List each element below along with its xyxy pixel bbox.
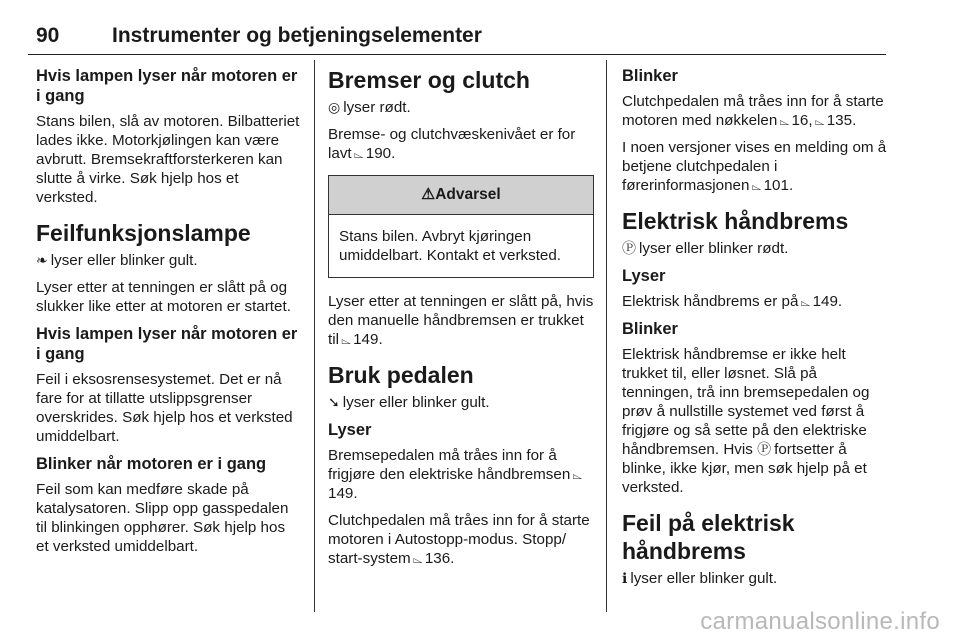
paragraph-clutch-key: Clutchpedalen må tråes inn for å starte motoren med nøkkelen ⌳ 16, ⌳ 135. — [622, 93, 884, 129]
warning-box — [328, 175, 594, 278]
heading-blinks: Blinker — [622, 67, 678, 85]
page-ref-icon: ⌳ — [800, 294, 811, 309]
page-ref-link[interactable]: 149. — [353, 331, 383, 348]
column-3 — [622, 66, 888, 596]
page-header — [28, 24, 886, 55]
page-ref-icon: ⌳ — [340, 332, 352, 347]
warning-header: ⚠Advarsel — [329, 176, 593, 215]
page-ref-link[interactable]: 149. — [328, 485, 358, 502]
page-title: Instrumenter og betjeningselementer — [112, 24, 482, 47]
heading-lights: Lyser — [622, 267, 666, 285]
heading-electric-parking-brake: Elektrisk håndbrems — [622, 208, 849, 234]
column-1 — [36, 66, 300, 564]
paragraph-engine-running: Stans bilen, slå av motoren. Bilbatteriet lades ikke. Motorkjølingen kan være avbrutt. Bremsekraftforsterkeren kan slutte å virke. Søk hjelp hos et verksted. — [36, 113, 300, 206]
heading-blinks-running: Blinker når motoren er i gang — [36, 455, 267, 473]
paragraph-versions: I noen versjoner vises en melding om å betjene clutchpedalen i førerinformasjonen ⌳ 101. — [622, 139, 887, 194]
column-2 — [328, 66, 594, 576]
warning-triangle-icon: ⚠ — [421, 186, 436, 203]
paragraph-epb-on: Elektrisk håndbrems er på ⌳ 149. — [622, 293, 843, 310]
page-ref-icon: ⌳ — [572, 467, 583, 482]
paragraph-epb-fault-icon: ℹ lyser eller blinker gult. — [622, 570, 778, 587]
warning-body: Stans bilen. Avbryt kjøringen umiddelbart. Kontakt et verksted. — [339, 228, 562, 264]
engine-malfunction-icon: ❧ — [36, 252, 48, 268]
page-ref-link[interactable]: 149. — [812, 293, 843, 310]
paragraph-engine-running-2: Feil i eksosrensesystemet. Det er nå fare for at tillatte utslippsgrenser overskrides. Søk hjelp hos et verksted umiddelbart. — [36, 371, 293, 445]
page-ref-link[interactable]: 190. — [365, 145, 396, 162]
parking-brake-icon: Ⓟ — [622, 240, 636, 256]
paragraph-malfunction-ignition: Lyser etter at tenningen er slått på og slukker like etter at motoren er startet. — [36, 279, 291, 315]
page-ref-link[interactable]: 16, — [791, 112, 813, 129]
brake-warning-icon: ◎ — [328, 99, 341, 115]
column-divider — [606, 60, 607, 612]
paragraph-brake-pedal: Bremsepedalen må tråes inn for å frigjøre den elektriske håndbremsen ⌳149. — [328, 447, 583, 502]
heading-blinks-2: Blinker — [622, 320, 678, 338]
page-ref-link[interactable]: 135. — [826, 112, 857, 129]
heading-brakes-clutch: Bremser og clutch — [328, 67, 530, 93]
page-ref-link[interactable]: 101. — [763, 177, 794, 194]
page-ref-icon: ⌳ — [814, 113, 825, 128]
heading-engine-running: Hvis lampen lyser når motoren er i gang — [36, 67, 298, 105]
heading-engine-running-2: Hvis lampen lyser når motoren er i gang — [36, 325, 298, 363]
heading-malfunction-lamp: Feilfunksjonslampe — [36, 220, 251, 246]
paragraph-brakes-icon: ◎ lyser rødt. — [328, 99, 411, 116]
paragraph-malfunction-icon: ❧ lyser eller blinker gult. — [36, 252, 198, 269]
paragraph-pedal-icon: ➘ lyser eller blinker gult. — [328, 394, 490, 411]
page-number: 90 — [36, 24, 60, 47]
paragraph-manual-brake: Lyser etter at tenningen er slått på, hvis den manuelle håndbremsen er trukket til ⌳ 149. — [328, 293, 594, 348]
page-ref-icon: ⌳ — [779, 113, 790, 128]
page-ref-icon: ⌳ — [751, 178, 762, 193]
pedal-icon: ➘ — [328, 394, 340, 410]
heading-lights: Lyser — [328, 421, 372, 439]
parking-brake-fault-icon: ℹ — [622, 570, 628, 586]
paragraph-blinks-running: Feil som kan medføre skade på katalysatoren. Slipp opp gasspedalen til blinkingen opphører. Søk hjelp hos et verksted umiddelbart. — [36, 481, 289, 555]
heading-use-pedal: Bruk pedalen — [328, 362, 474, 388]
page-ref-link[interactable]: 136. — [424, 550, 455, 567]
page-ref-icon: ⌳ — [353, 146, 364, 161]
paragraph-clutch-autostop: Clutchpedalen må tråes inn for å starte motoren i Autostopp-modus. Stopp/ start-system ⌳ 136. — [328, 512, 590, 567]
paragraph-epb-icon: Ⓟ lyser eller blinker rødt. — [622, 240, 789, 257]
watermark: carmanualsonline.info — [700, 608, 940, 635]
column-divider — [314, 60, 315, 612]
paragraph-epb-blink: Elektrisk håndbremse er ikke helt trukket til, eller løsnet. Slå på tenningen, trå inn bremsepedalen og prøv å nullstille systemet ved først å frigjøre og så sette på den elektriske håndbremsen. Hvis Ⓟ fortsetter å blinke, ikke kjør, men søk hjelp på et verksted. — [622, 346, 870, 496]
heading-epb-fault: Feil på elektrisk håndbrems — [622, 510, 795, 564]
parking-brake-icon: Ⓟ — [757, 441, 772, 457]
paragraph-brake-fluid: Bremse- og clutchvæskenivået er for lavt ⌳ 190. — [328, 126, 576, 162]
page-ref-icon: ⌳ — [412, 551, 423, 566]
